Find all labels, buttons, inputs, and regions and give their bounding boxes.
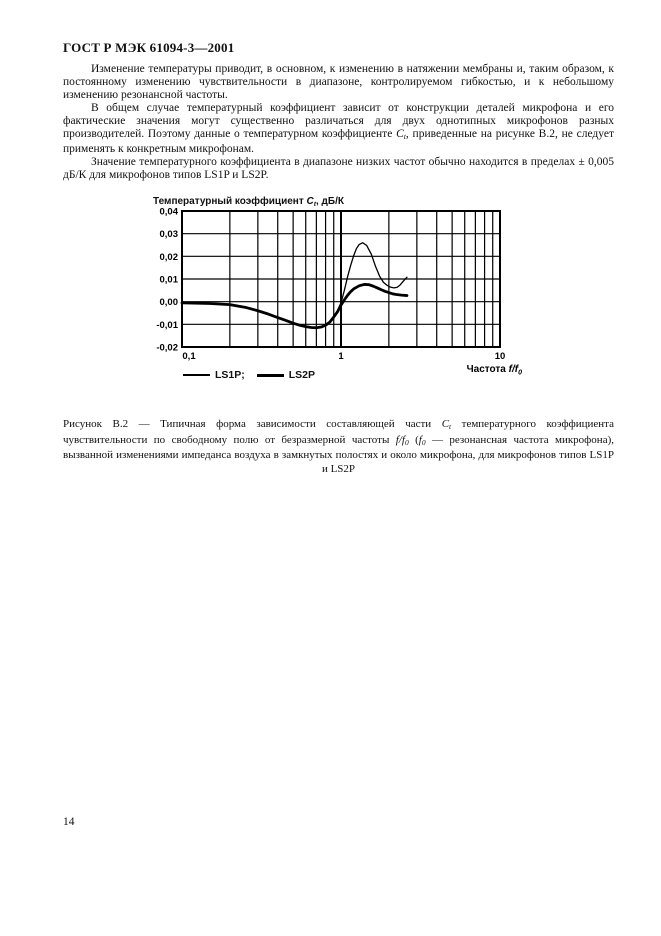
text-segment: — резонансная частота микрофона), вызванной изменениями импеданса воздуха в замкнутых полостях и около микрофона, для микрофонов типов LS1P и LS2P — [63, 433, 614, 475]
x-axis-label: Частота $f/f_0$ — [466, 364, 522, 377]
text-segment: , приведенные на рисунке В.2, не следует применять к конкретным микрофонам. — [63, 128, 614, 156]
text-segment: C — [441, 418, 450, 430]
legend-label-ls2p: LS2P — [288, 369, 316, 381]
paragraph — [63, 102, 614, 156]
series-ls2p-line — [182, 284, 407, 327]
y-tick-label: 0,03 — [159, 229, 178, 241]
text-segment: температурного коэффициента чувствительности по свободному полю от безразмерной частоты — [63, 418, 614, 446]
chart-legend — [183, 369, 317, 381]
x-tick-label: 0,1 — [182, 351, 196, 362]
text-segment: t — [403, 132, 406, 142]
figure-caption — [63, 418, 614, 476]
body-text — [63, 63, 614, 182]
text-segment: ( — [408, 433, 419, 446]
text-segment: 0 — [421, 437, 426, 447]
y-tick-label: 0,02 — [159, 251, 178, 263]
text-segment: Рисунок В.2 — Типичная форма зависимости составляющей части — [63, 418, 442, 430]
text-segment: В общем случае температурный коэффициент зависит от конструкции деталей микрофона и его фактические значения могут существенно различаться для двух однотипных микрофонов разных производителей. Поэтому данные о температурном коэффициенте — [63, 102, 614, 140]
legend-label-ls1p: LS1P; — [215, 369, 245, 381]
text-segment: Изменение температуры приводит, в основном, к изменению в натяжении мембраны и, таким образом, к постоянному изменению чувствительности в диапазоне, контролируемом гибкостью, и к небольшому изменению резонансной частоты. — [63, 63, 614, 101]
y-tick-label: -0,01 — [156, 319, 178, 331]
page-number: 14 — [63, 816, 75, 828]
text-segment: 0 — [404, 437, 409, 447]
y-tick-label: 0,00 — [159, 297, 178, 309]
x-tick-label: 10 — [494, 351, 506, 362]
text-segment: t — [449, 422, 452, 432]
legend-line-ls2p — [257, 374, 284, 377]
text-segment: C — [306, 196, 314, 207]
text-segment: Температурный коэффициент — [153, 196, 307, 207]
text-segment: f/f — [395, 433, 405, 446]
y-tick-label: 0,01 — [159, 274, 178, 286]
text-segment: , дБ/К — [316, 196, 344, 207]
paragraph — [63, 63, 614, 102]
legend-line-ls1p — [183, 374, 210, 376]
paragraph — [63, 156, 614, 182]
y-tick-label: 0,04 — [159, 206, 178, 218]
text-segment: C — [396, 128, 404, 140]
text-segment: f — [418, 433, 422, 446]
y-tick-label: -0,02 — [156, 342, 178, 354]
text-segment: Значение температурного коэффициента в диапазоне низких частот обычно находится в пределах ± 0,005 дБ/К для микрофонов типов LS1P и LS2P. — [63, 156, 614, 182]
document-header: ГОСТ Р МЭК 61094-3—2001 — [63, 40, 235, 55]
text-segment: t — [313, 200, 316, 208]
x-tick-label: 1 — [338, 351, 344, 362]
